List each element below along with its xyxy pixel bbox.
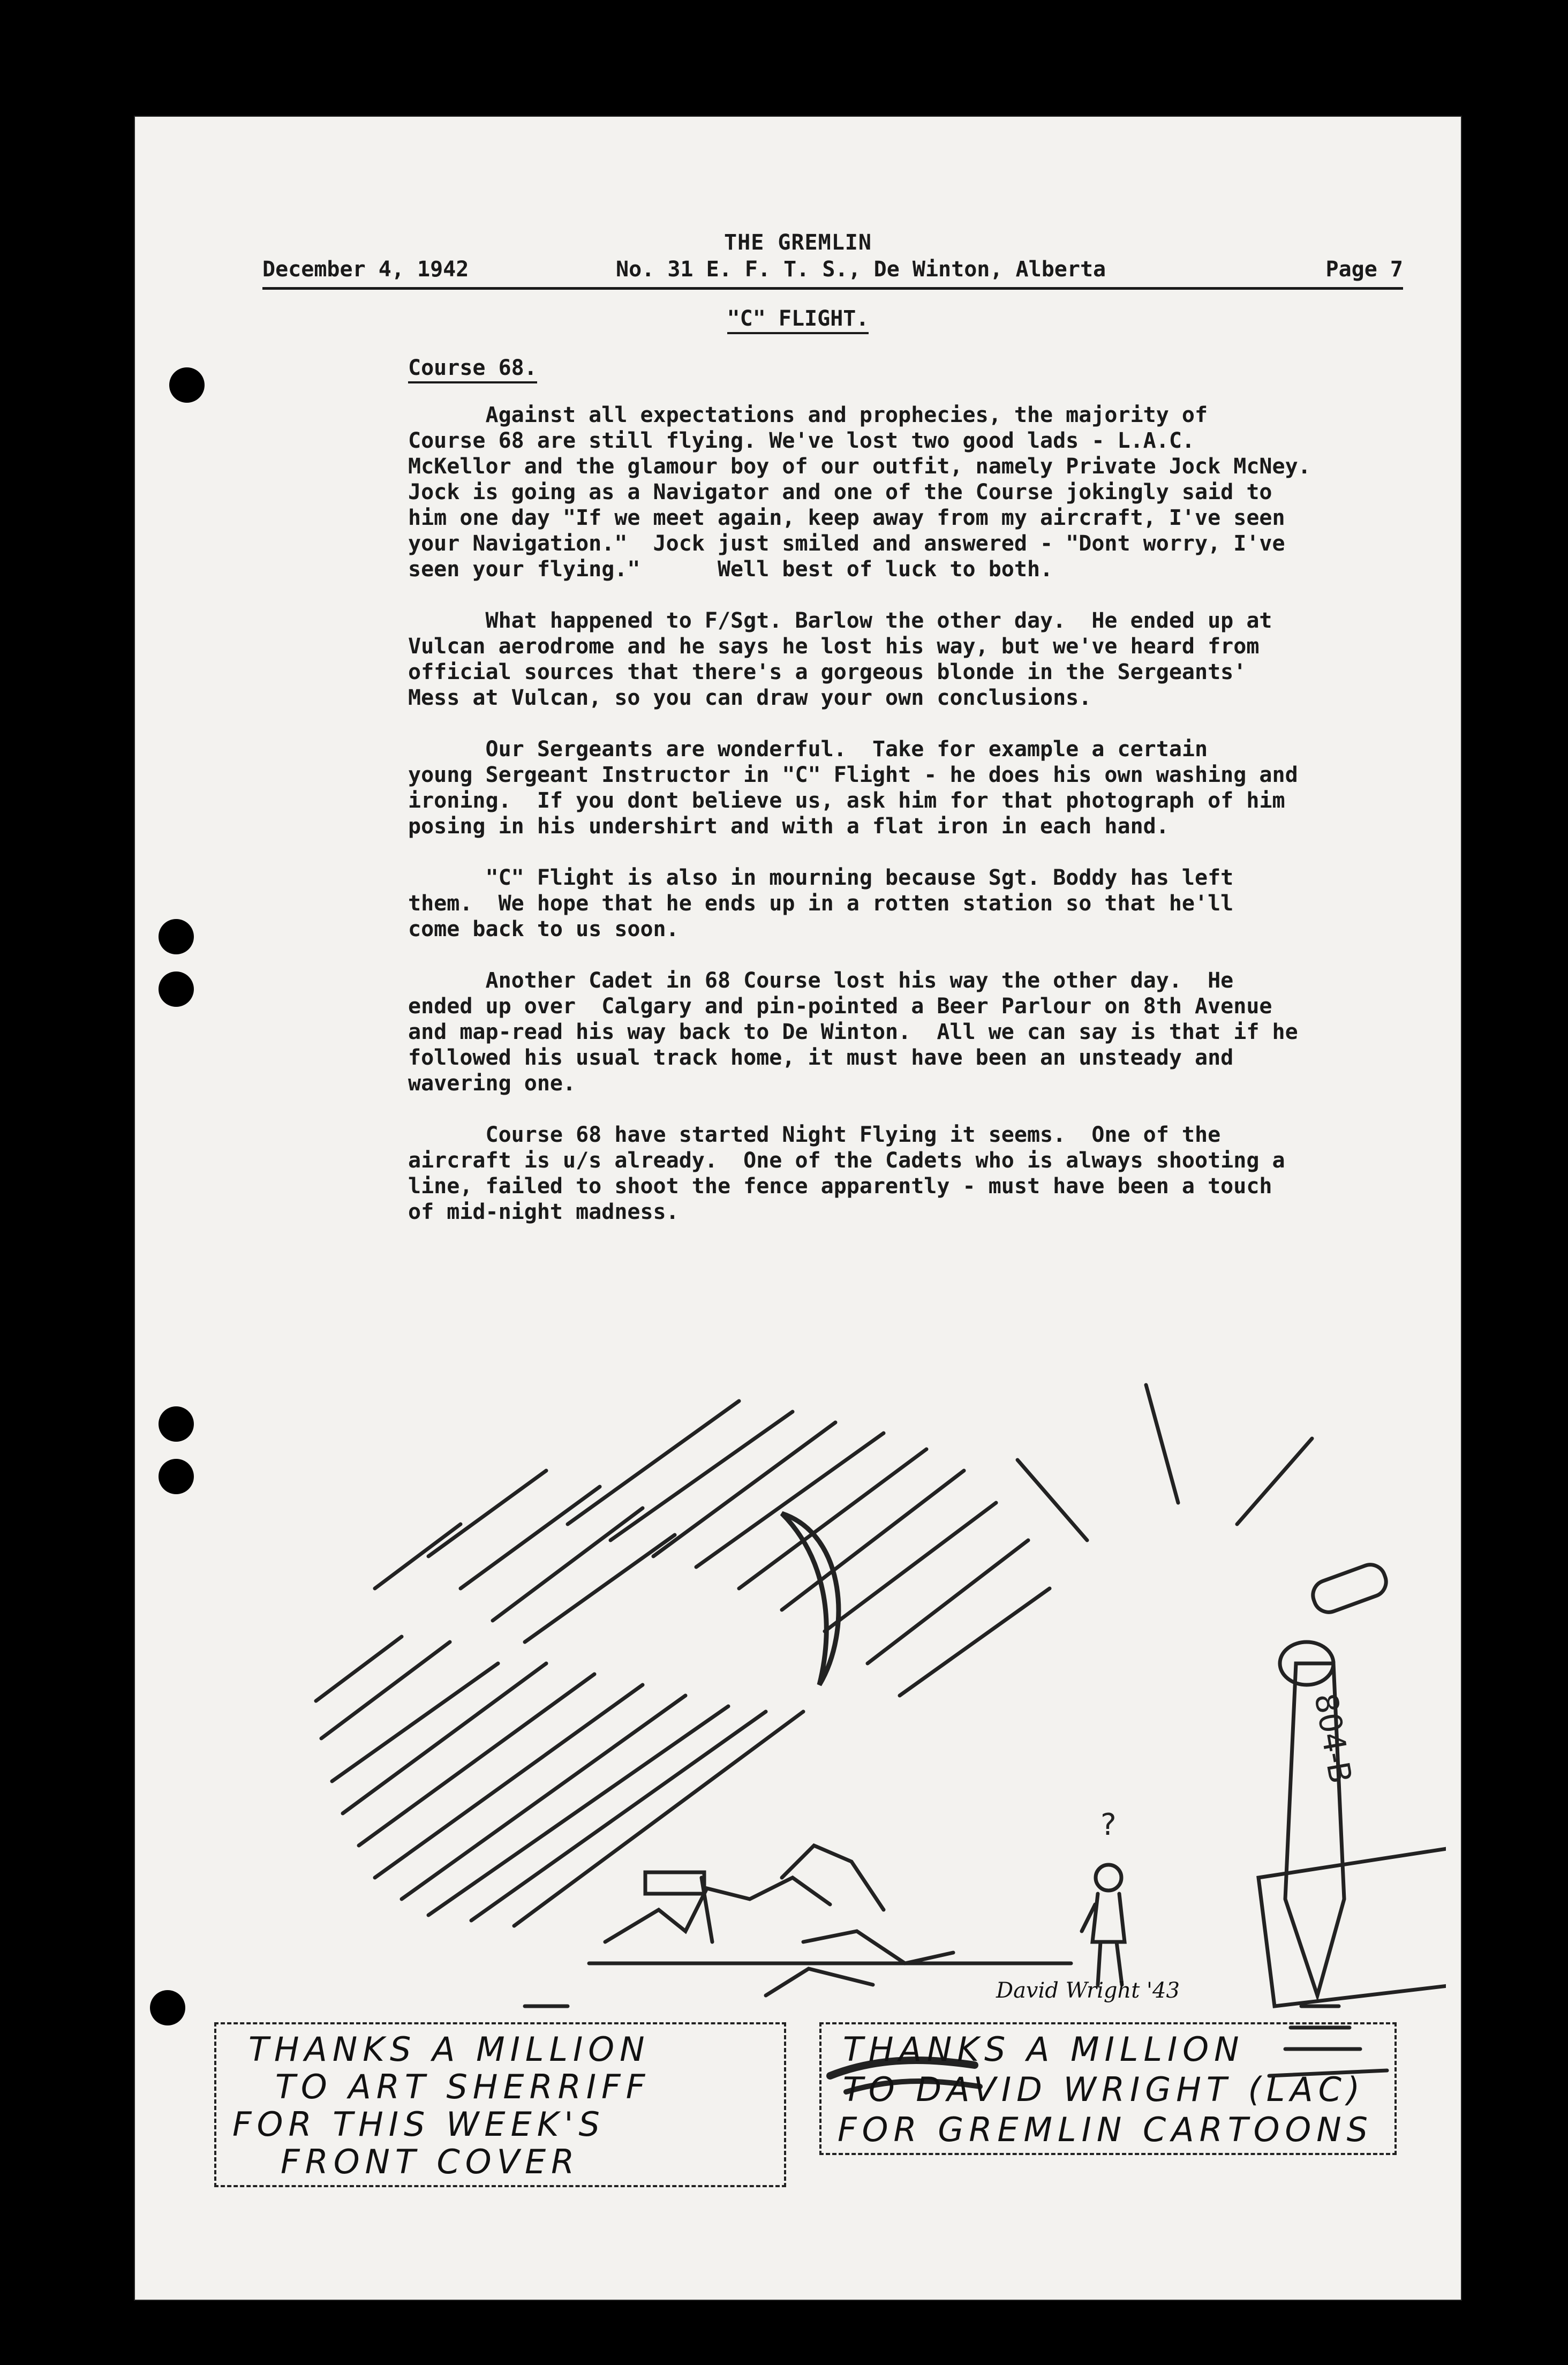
aircraft-marking: 804-B xyxy=(1307,1690,1359,1787)
text-line: come back to us soon. xyxy=(408,917,679,942)
text-line: ironing. If you dont believe us, ask him for that photograph of him xyxy=(408,788,1285,813)
paragraph xyxy=(408,1122,1415,1225)
text-line: of mid-night madness. xyxy=(408,1200,679,1224)
punch-hole xyxy=(159,971,194,1007)
text-line: him one day "If we meet again, keep away from my aircraft, I've seen xyxy=(408,506,1285,530)
text-line: young Sergeant Instructor in "C" Flight - he does his own washing and xyxy=(408,763,1298,787)
note-line: FRONT COVER xyxy=(281,2142,580,2181)
text-line: and map-read his way back to De Winton. All we can say is that if he xyxy=(408,1020,1298,1044)
punch-hole xyxy=(159,1459,194,1494)
page-number: Page 7 xyxy=(1325,257,1403,282)
issue-date: December 4, 1942 xyxy=(262,257,469,282)
text-line: Course 68 are still flying. We've lost two good lads - L.A.C. xyxy=(408,428,1195,453)
text-line: line, failed to shoot the fence apparently - must have been a touch xyxy=(408,1174,1272,1199)
text-line: wavering one. xyxy=(408,1071,576,1096)
punch-hole xyxy=(159,1406,194,1442)
text-line: Against all expectations and prophecies, the majority of xyxy=(408,403,1208,427)
text-line: Our Sergeants are wonderful. Take for example a certain xyxy=(408,737,1208,762)
header-row xyxy=(262,255,1403,290)
note-line: THANKS A MILLION xyxy=(248,2030,650,2069)
school-name: No. 31 E. F. T. S., De Winton, Alberta xyxy=(616,257,1106,282)
text-line: McKellor and the glamour boy of our outfit, namely Private Jock McNey. xyxy=(408,454,1311,479)
text-line: aircraft is u/s already. One of the Cadets who is always shooting a xyxy=(408,1148,1285,1173)
text-line: Vulcan aerodrome and he says he lost his way, but we've heard from xyxy=(408,634,1260,659)
text-line: "C" Flight is also in mourning because Sgt. Boddy has left xyxy=(408,865,1234,890)
note-line: FOR THIS WEEK'S xyxy=(232,2105,605,2144)
text-line: them. We hope that he ends up in a rotten station so that he'll xyxy=(408,891,1234,916)
article-body xyxy=(408,402,1415,1251)
paragraph xyxy=(408,865,1415,942)
note-line: THANKS A MILLION xyxy=(843,2030,1245,2069)
paragraph xyxy=(408,608,1415,711)
note-line: FOR GREMLIN CARTOONS xyxy=(838,2110,1373,2149)
text-line: your Navigation." Jock just smiled and answered - "Dont worry, I've xyxy=(408,531,1285,556)
text-line: Jock is going as a Navigator and one of the Course jokingly said to xyxy=(408,480,1272,504)
text-line: ended up over Calgary and pin-pointed a Beer Parlour on 8th Avenue xyxy=(408,994,1272,1019)
paragraph xyxy=(408,968,1415,1096)
text-line: posing in his undershirt and with a flat iron in each hand. xyxy=(408,814,1169,839)
text-line: What happened to F/Sgt. Barlow the other day. He ended up at xyxy=(408,608,1272,633)
text-line: Course 68 have started Night Flying it seems. One of the xyxy=(408,1123,1221,1147)
text-line: followed his usual track home, it must have been an unsteady and xyxy=(408,1045,1234,1070)
note-line: TO DAVID WRIGHT (LAC) xyxy=(843,2070,1366,2109)
punch-hole xyxy=(150,1990,185,2025)
course-subheading: Course 68. xyxy=(408,356,537,383)
punch-hole xyxy=(169,367,205,403)
thanks-box-right xyxy=(819,2022,1397,2155)
text-line: seen your flying." Well best of luck to both. xyxy=(408,557,1053,582)
note-line: TO ART SHERRIFF xyxy=(275,2067,651,2106)
paragraph xyxy=(408,402,1415,582)
text-line: Another Cadet in 68 Course lost his way the other day. He xyxy=(408,968,1234,993)
thanks-box-left xyxy=(214,2022,786,2187)
text-line: Mess at Vulcan, so you can draw your own conclusions. xyxy=(408,686,1092,710)
section-title: "C" FLIGHT. xyxy=(134,306,1462,331)
document-page xyxy=(134,116,1462,2301)
paragraph xyxy=(408,736,1415,839)
text-line: official sources that there's a gorgeous blonde in the Sergeants' xyxy=(408,660,1247,684)
punch-hole xyxy=(159,919,194,954)
publication-title: THE GREMLIN xyxy=(724,230,872,255)
artist-signature: David Wright '43 xyxy=(996,1978,1180,2003)
question-mark: ? xyxy=(1100,1807,1117,1842)
